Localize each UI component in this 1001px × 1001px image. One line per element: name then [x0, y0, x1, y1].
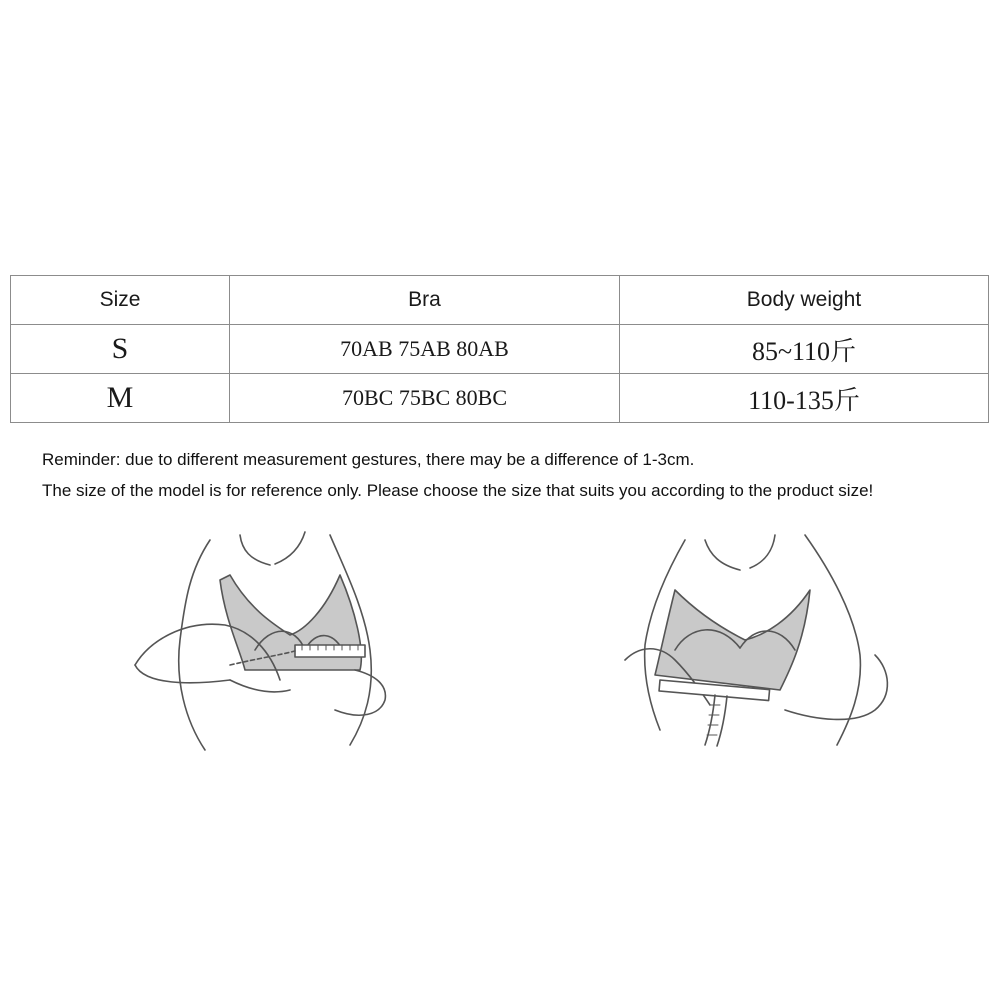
bra-cell: 70BC 75BC 80BC	[230, 374, 620, 423]
disclaimer-text: The size of the model is for reference only. Please choose the size that suits you according to the product size!	[42, 481, 874, 500]
table-row	[11, 374, 989, 423]
reminder-text: Reminder: due to different measurement gestures, there may be a difference of 1-3cm.	[42, 450, 695, 469]
measure-under-bust-illustration	[605, 530, 895, 755]
table-header-row	[11, 276, 989, 325]
header-body-weight: Body weight	[620, 276, 989, 325]
measure-upper-bust-illustration	[130, 530, 400, 755]
size-cell: M	[11, 374, 230, 423]
notes-block	[42, 444, 873, 506]
weight-cell: 110-135斤	[620, 374, 989, 423]
size-chart-table	[10, 275, 989, 423]
bra-cell: 70AB 75AB 80AB	[230, 325, 620, 374]
weight-cell: 85~110斤	[620, 325, 989, 374]
size-cell: S	[11, 325, 230, 374]
header-size: Size	[11, 276, 230, 325]
table-row	[11, 325, 989, 374]
header-bra: Bra	[230, 276, 620, 325]
